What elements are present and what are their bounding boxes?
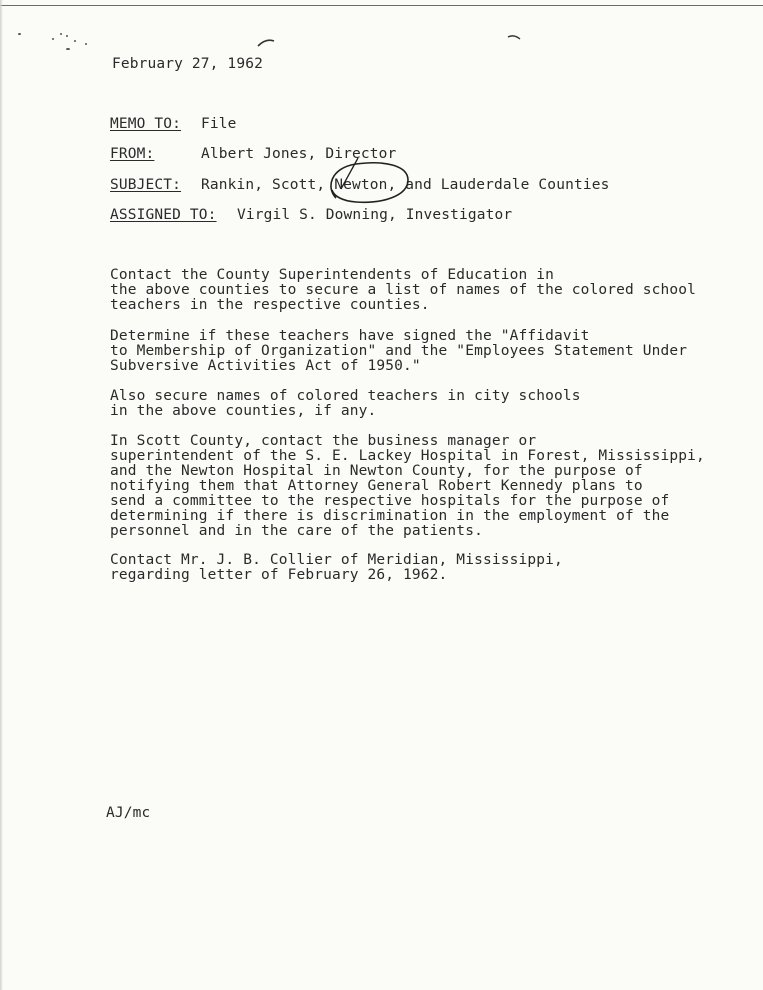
newton-circle: [331, 163, 408, 203]
memo-to-value: File: [201, 116, 237, 132]
from-value: Albert Jones, Director: [201, 146, 397, 162]
newton-check-stroke: [341, 158, 358, 189]
assigned-to-value: Virgil S. Downing, Investigator: [237, 207, 513, 223]
body-paragraph-5: Contact Mr. J. B. Collier of Meridian, Mississippi, regarding letter of February 26, 1962.: [110, 552, 563, 583]
typist-initials: AJ/mc: [106, 805, 151, 821]
body-paragraph-2: Determine if these teachers have signed the "Affidavit to Membership of Organization" and the "Employees Statement Under Subversive Activities Act of 1950.": [110, 328, 688, 374]
body-paragraph-4: In Scott County, contact the business manager or superintendent of the S. E. Lackey Hospital in Forest, Mississippi, and the Newton Hospital in Newton County, for the purpose of notifying them that Attorney General Robert Kennedy plans to send a committee to the respective hospitals for the purpose of determining if there is discrimination in the employment of the personnel and in the care of the patients.: [110, 433, 705, 539]
pen-tick-mark: [258, 40, 274, 46]
subject-value: Rankin, Scott, Newton, and Lauderdale Counties: [201, 177, 610, 193]
body-paragraph-1: Contact the County Superintendents of Education in the above counties to secure a list of names of the colored school teachers in the respective counties.: [110, 267, 697, 313]
body-paragraph-3: Also secure names of colored teachers in city schools in the above counties, if any.: [110, 388, 581, 419]
memo-to-label: MEMO TO:: [110, 116, 182, 132]
subject-label: SUBJECT:: [110, 177, 182, 193]
from-label: FROM:: [110, 146, 155, 162]
assigned-to-label: ASSIGNED TO:: [110, 207, 217, 223]
memo-date: February 27, 1962: [112, 56, 263, 72]
pen-tick-mark: [508, 36, 520, 39]
